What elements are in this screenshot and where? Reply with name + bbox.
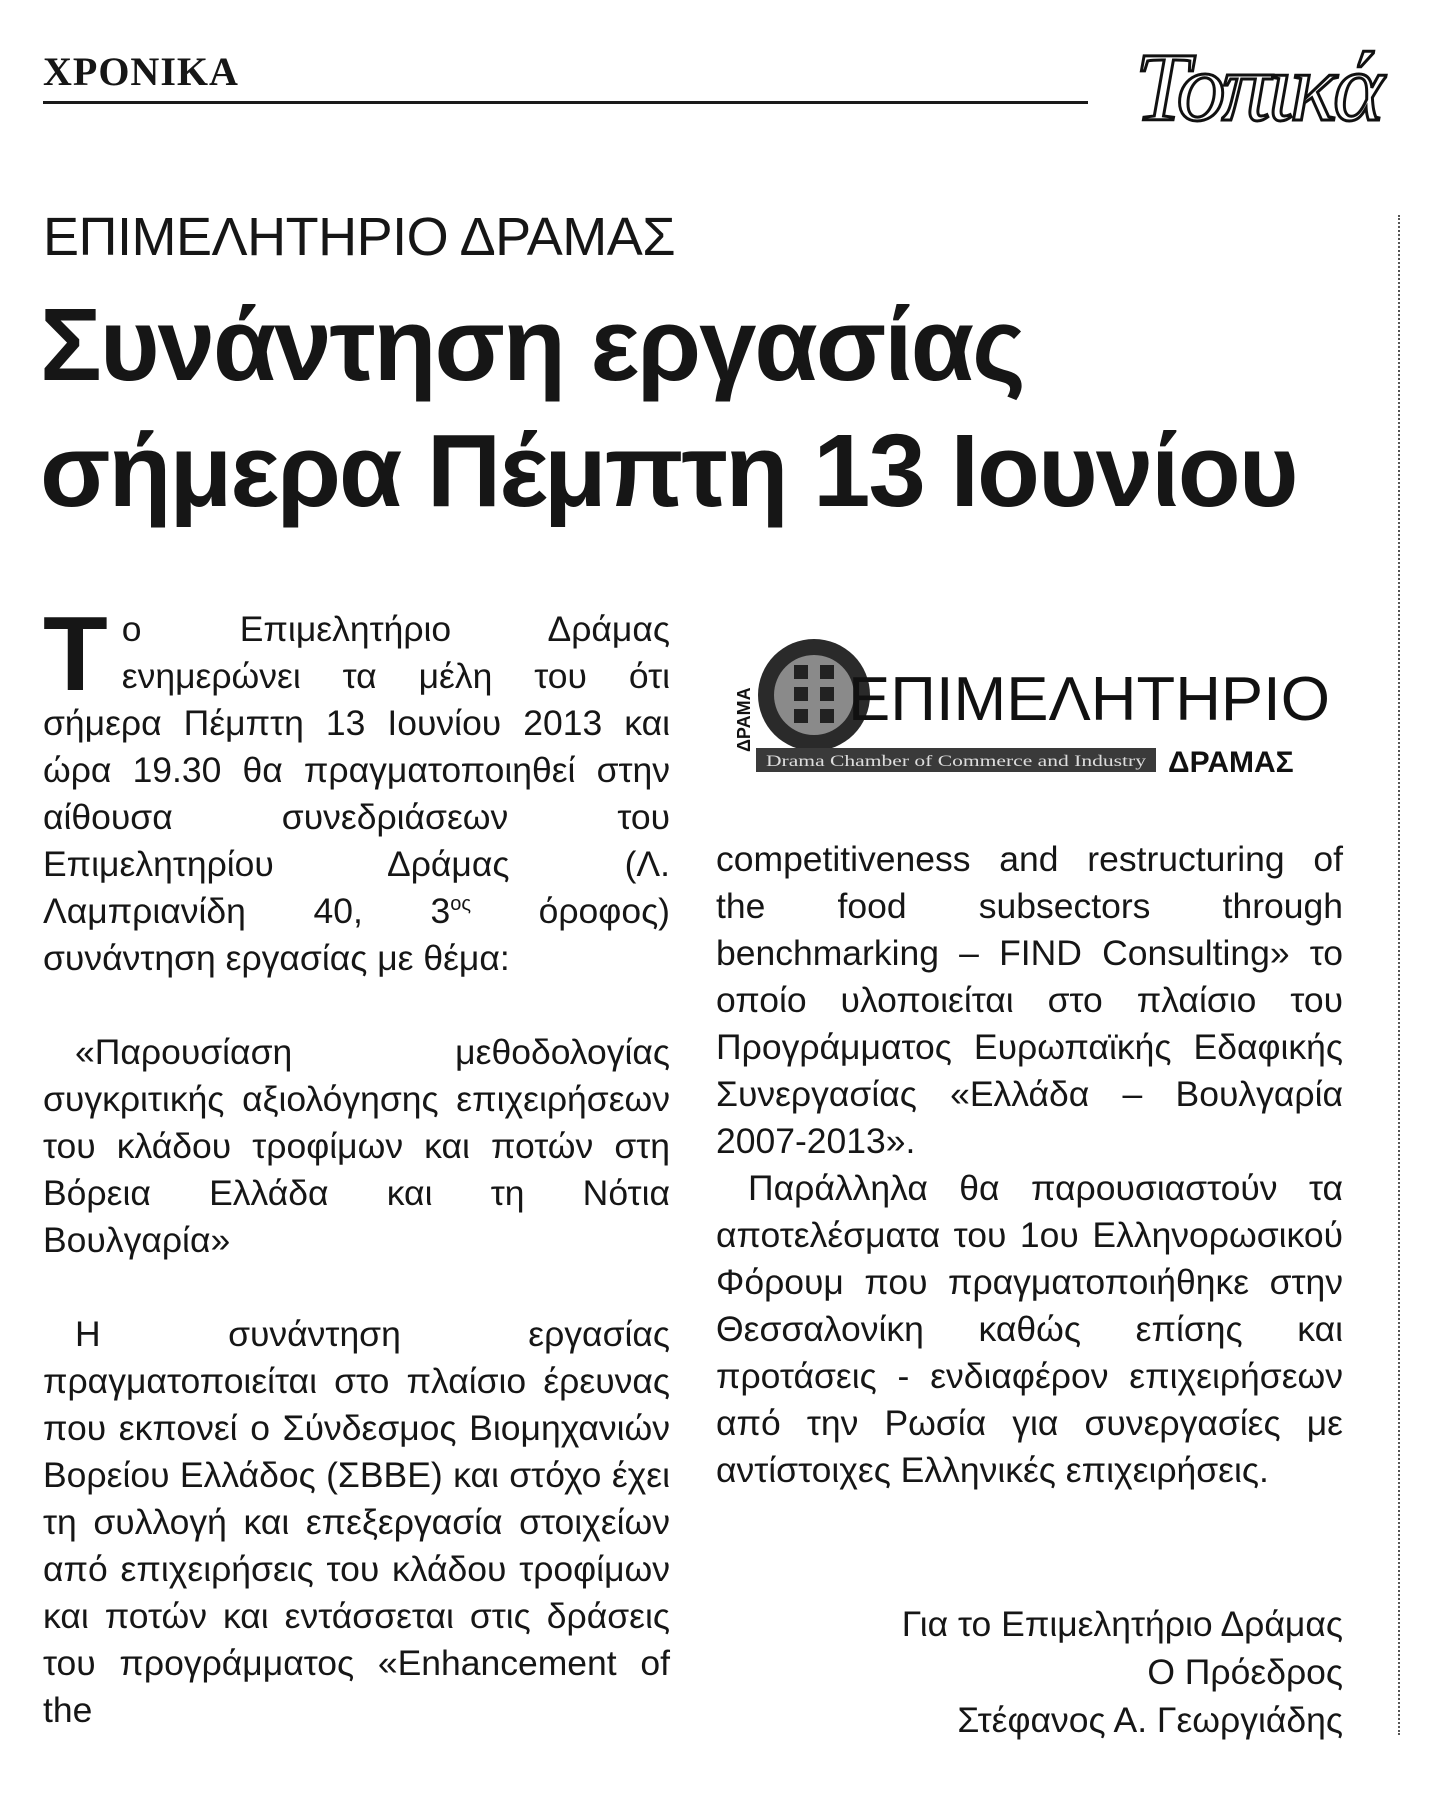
chamber-logo xyxy=(722,620,1342,790)
logo-tagline: Drama Chamber of Commerce and Industry xyxy=(766,753,1146,770)
headline-line-2: σήμερα Πέμπτη 13 Ιουνίου xyxy=(40,413,1297,528)
logo-name: ΕΠΙΜΕΛΗΤΗΡΙΟ xyxy=(848,665,1330,734)
brand-logo xyxy=(1135,22,1405,142)
signature-organization: Για το Επιμελητήριο Δράμας xyxy=(901,1604,1343,1644)
intro-text-b: όροφος) συνάντηση εργασίας με θέμα: xyxy=(43,891,670,978)
brand-logo-text: Τοπικά xyxy=(1135,34,1381,142)
signature-block xyxy=(716,1600,1343,1744)
section-label: ΧΡΟΝΙΚΑ xyxy=(43,49,239,94)
article-column-left xyxy=(43,595,670,1734)
signature-name: Στέφανος Α. Γεωργιάδης xyxy=(957,1700,1343,1740)
article-kicker: ΕΠΙΜΕΛΗΤΗΡΙΟ ΔΡΑΜΑΣ xyxy=(43,207,676,267)
signature-title: Ο Πρόεδρος xyxy=(1147,1652,1343,1692)
paragraph-program: competitiveness and restructuring of the food subsectors through benchmarking – FIND Consulting» το οποίο υλοποιείται στο πλαίσιο του Προγράμματος Ευρωπαϊκής Εδαφικής Συνεργασίας «Ελλάδα – Βουλγαρία 2007-2013». xyxy=(716,839,1343,1161)
paragraph-quote: «Παρουσίαση μεθοδολογίας συγκριτικής αξιολόγησης επιχειρήσεων του κλάδου τροφίμων και ποτών στη Βόρεια Ελλάδα και τη Νότια Βουλγαρία» xyxy=(43,1032,670,1260)
headline-line-1: Συνάντηση εργασίας xyxy=(40,287,1024,402)
article-headline xyxy=(40,282,1297,534)
paragraph-research: Η συνάντηση εργασίας πραγματοποιείται στο πλαίσιο έρευνας που εκπονεί ο Σύνδεσμος Βιομηχανιών Βορείου Ελλάδος (ΣΒΒΕ) και στόχο έχει τη συλλογή και επεξεργασία στοιχείων από επιχειρήσεις του κλάδου τροφίμων και ποτών και εντάσσεται στις δράσεις του προγράμματος «Enhancement of the xyxy=(43,1314,670,1730)
paragraph-forum: Παράλληλα θα παρουσιαστούν τα αποτελέσματα του 1ου Ελληνορωσικού Φόρουμ που πραγματοποιήθηκε στην Θεσσαλονίκη καθώς επίσης και προτάσεις - ενδιαφέρον επιχειρήσεων από την Ρωσία για συνεργασίες με αντίστοιχες Ελληνικές επιχειρήσεις. xyxy=(716,1168,1343,1490)
paragraph-intro xyxy=(43,595,670,982)
ordinal-superscript: ος xyxy=(450,893,472,916)
logo-side-text: ΔΡΑΜΑ xyxy=(734,687,754,752)
header-rule xyxy=(43,101,1088,104)
article-column-right xyxy=(716,836,1343,1494)
drop-cap: Τ xyxy=(43,595,108,713)
intro-text-a: ο Επιμελητήριο Δράμας ενημερώνει τα μέλη του ότι σήμερα Πέμπτη 13 Ιουνίου 2013 και ώρα 19.30 θα πραγματοποιηθεί στην αίθουσα συνεδριάσεων του Επιμελητηρίου Δράμας (Λ. Λαμπριανίδη 40, 3 xyxy=(43,609,670,931)
column-divider xyxy=(1398,215,1400,1735)
logo-city: ΔΡΑΜΑΣ xyxy=(1168,746,1294,779)
